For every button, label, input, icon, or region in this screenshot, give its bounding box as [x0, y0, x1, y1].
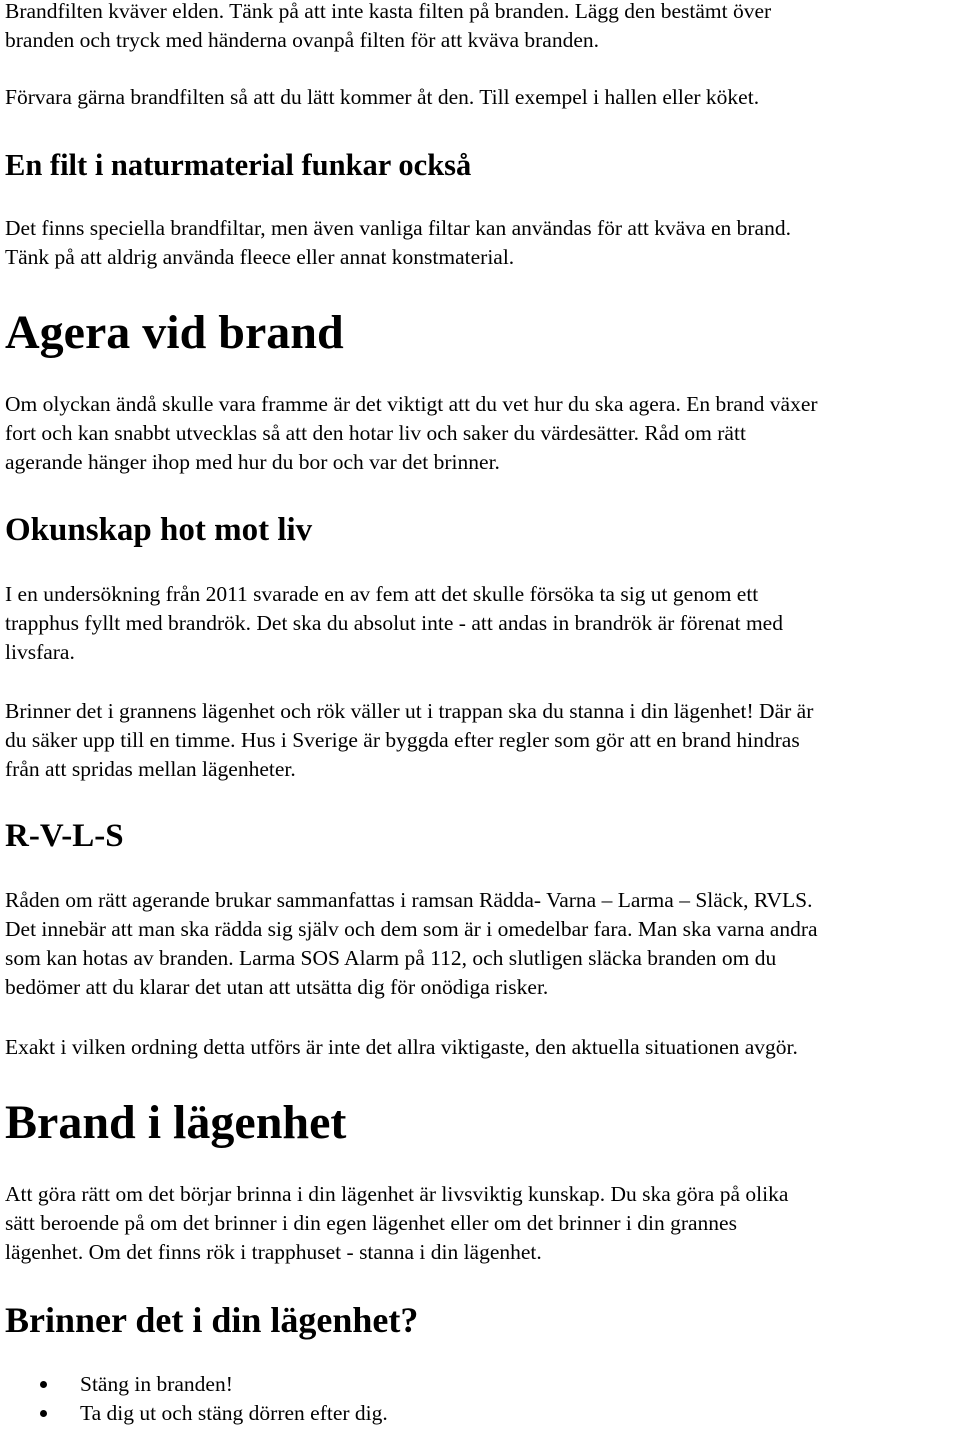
- text-line: Att göra rätt om det börjar brinna i din lägenhet är livsviktig kunskap. Du ska göra på olika: [5, 1182, 789, 1206]
- list-item: [0, 1399, 388, 1428]
- text-line: som kan hotas av branden. Larma SOS Alarm på 112, och slutligen släcka branden om du: [5, 946, 777, 970]
- text-line: branden och tryck med händerna ovanpå filten för att kväva branden.: [5, 28, 599, 52]
- ignorance-paragraph-1: [5, 580, 960, 667]
- text-line: Exakt i vilken ordning detta utförs är inte det allra viktigaste, den aktuella situationen avgör.: [5, 1035, 798, 1059]
- storage-paragraph: [5, 83, 960, 112]
- text-line: Förvara gärna brandfilten så att du lätt kommer åt den. Till exempel i hallen eller köket.: [5, 85, 760, 109]
- list-item-text: Ta dig ut och stäng dörren efter dig.: [80, 1401, 388, 1425]
- heading-rvls: R-V-L-S: [5, 818, 124, 854]
- rvls-paragraph-1: [5, 886, 960, 1002]
- text-line: Råden om rätt agerande brukar sammanfattas i ramsan Rädda- Varna – Larma – Släck, RVLS.: [5, 888, 813, 912]
- heading-ignorance: Okunskap hot mot liv: [5, 512, 313, 548]
- text-line: Brandfilten kväver elden. Tänk på att inte kasta filten på branden. Lägg den bestämt över: [5, 0, 772, 23]
- natural-blanket-paragraph: [5, 214, 960, 272]
- text-line: Brinner det i grannens lägenhet och rök väller ut i trappan ska du stanna i din lägenhet! Där är: [5, 699, 814, 723]
- apartment-fire-paragraph: [5, 1180, 960, 1267]
- text-line: agerande hänger ihop med hur du bor och var det brinner.: [5, 450, 500, 474]
- text-line: Om olyckan ändå skulle vara framme är det viktigt att du vet hur du ska agera. En brand växer: [5, 392, 818, 416]
- heading-apartment-fire: Brand i lägenhet: [5, 1096, 347, 1149]
- intro-paragraph: [5, 0, 960, 55]
- own-apartment-list: [0, 1370, 388, 1428]
- ignorance-paragraph-2: [5, 697, 960, 784]
- heading-act-at-fire: Agera vid brand: [5, 306, 344, 359]
- text-line: sätt beroende på om det brinner i din egen lägenhet eller om det brinner i din grannes: [5, 1211, 737, 1235]
- heading-own-apartment: Brinner det i din lägenhet?: [5, 1300, 419, 1340]
- text-line: Det innebär att man ska rädda sig själv och dem som är i omedelbar fara. Man ska varna andra: [5, 917, 818, 941]
- text-line: I en undersökning från 2011 svarade en av fem att det skulle försöka ta sig ut genom ett: [5, 582, 759, 606]
- text-line: från att spridas mellan lägenheter.: [5, 757, 296, 781]
- list-item: [0, 1370, 388, 1399]
- heading-natural-blanket: En filt i naturmaterial funkar också: [5, 148, 472, 182]
- text-line: fort och kan snabbt utvecklas så att den hotar liv och saker du värdesätter. Råd om rätt: [5, 421, 746, 445]
- text-line: bedömer att du klarar det utan att utsätta dig för onödiga risker.: [5, 975, 549, 999]
- text-line: Det finns speciella brandfiltar, men även vanliga filtar kan användas för att kväva en brand.: [5, 216, 791, 240]
- list-item-text: Stäng in branden!: [80, 1372, 233, 1396]
- text-line: lägenhet. Om det finns rök i trapphuset - stanna i din lägenhet.: [5, 1240, 542, 1264]
- text-line: du säker upp till en timme. Hus i Sverige är byggda efter regler som gör att en brand hindras: [5, 728, 800, 752]
- text-line: trapphus fyllt med brandrök. Det ska du absolut inte - att andas in brandrök är förenat med: [5, 611, 783, 635]
- act-at-fire-paragraph: [5, 390, 960, 477]
- bullet-icon: [40, 1381, 47, 1388]
- bullet-icon: [40, 1410, 47, 1417]
- rvls-paragraph-2: [5, 1033, 960, 1062]
- text-line: livsfara.: [5, 640, 75, 664]
- text-line: Tänk på att aldrig använda fleece eller annat konstmaterial.: [5, 245, 515, 269]
